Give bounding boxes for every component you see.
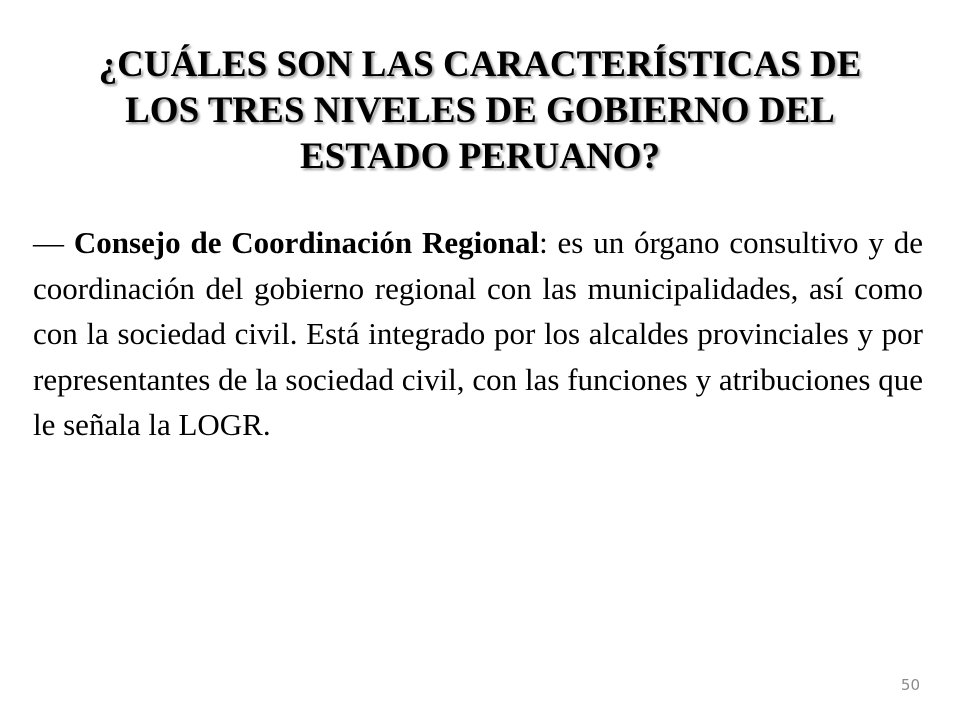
paragraph-dash: — — [33, 225, 64, 260]
slide-title — [40, 42, 920, 180]
slide-number: 50 — [900, 676, 920, 694]
slide-title-line: ESTADO PERUANO? — [299, 136, 661, 177]
slide-title-line: ¿CUÁLES SON LAS CARACTERÍSTICAS DE — [98, 44, 862, 85]
paragraph-text: : es un órgano consultivo y de coordinación del gobierno regional con las municipalidades, así como con la sociedad civil. Está integrado por los alcaldes provinciales y por representantes de la sociedad civil, con las funciones y atribuciones que le señala la LOGR. — [33, 225, 923, 442]
paragraph-term: Consejo de Coordinación Regional — [73, 225, 540, 260]
body-paragraph — [33, 220, 923, 448]
slide-title-line: LOS TRES NIVELES DE GOBIERNO DEL — [125, 90, 835, 131]
